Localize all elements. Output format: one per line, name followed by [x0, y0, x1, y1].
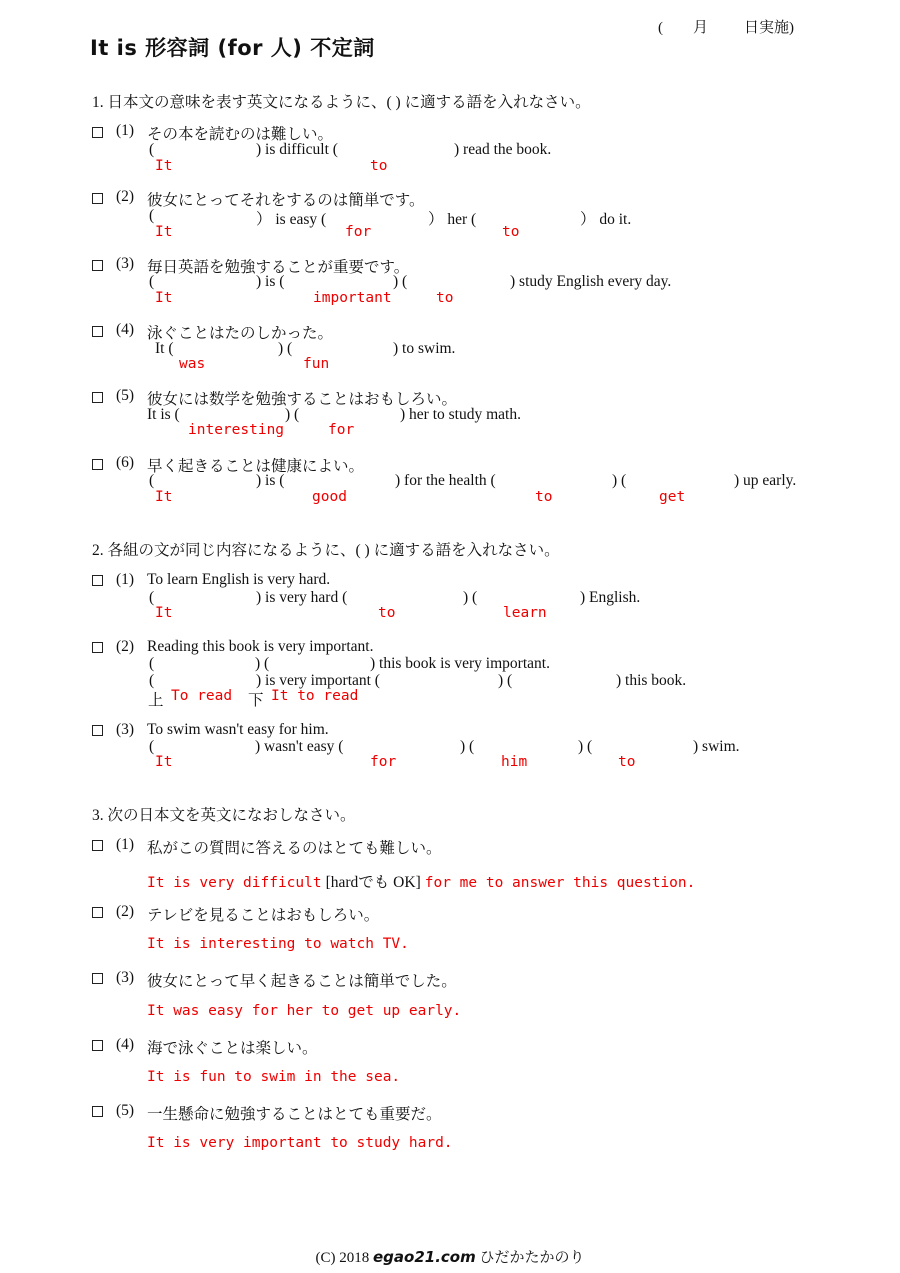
- sentence-part: ) her to study math.: [400, 406, 521, 423]
- footer: [0, 1246, 900, 1267]
- lower-label: 下: [248, 692, 264, 709]
- checkbox[interactable]: [92, 127, 103, 138]
- item-number: (1): [116, 122, 135, 139]
- sentence-part: ) up early.: [734, 472, 797, 489]
- sentence-part: ) is (: [256, 273, 285, 290]
- checkbox[interactable]: [92, 642, 103, 653]
- checkbox[interactable]: [92, 392, 103, 403]
- answer: to: [378, 605, 396, 621]
- answer: get: [659, 489, 686, 505]
- answer-note: [hardでも OK]: [325, 874, 421, 891]
- answer: him: [501, 754, 528, 770]
- answer: for me to answer this question.: [424, 875, 696, 891]
- answer: It: [155, 489, 173, 505]
- item-number: (1): [116, 571, 135, 588]
- item-number: (2): [116, 903, 135, 920]
- sentence-part: ) (: [255, 655, 270, 672]
- answer: It is fun to swim in the sea.: [147, 1069, 401, 1085]
- section1-instruction: 1. 日本文の意味を表す英文になるように、( ) に適する語を入れなさい。: [92, 94, 591, 111]
- english-prompt: Reading this book is very important.: [147, 638, 374, 655]
- answer: It: [155, 605, 173, 621]
- answer: It is very important to study hard.: [147, 1135, 453, 1151]
- sentence-part: ） her (: [428, 211, 477, 228]
- sentence-part: ) to swim.: [393, 340, 456, 357]
- answer: for: [328, 422, 355, 438]
- sentence-part: ) study English every day.: [510, 273, 672, 290]
- sentence-part: ) (: [612, 472, 627, 489]
- english-prompt: To learn English is very hard.: [147, 571, 331, 588]
- sentence-part: ) this book is very important.: [370, 655, 550, 672]
- checkbox[interactable]: [92, 326, 103, 337]
- answer: fun: [303, 356, 330, 372]
- item-number: (6): [116, 454, 135, 471]
- page-title: It is 形容詞 (for 人) 不定詞: [90, 36, 375, 60]
- japanese-sentence: 彼女にとってそれをするのは簡単です。: [147, 192, 425, 209]
- sentence-part: ） do it.: [580, 211, 632, 228]
- answer: to: [370, 158, 388, 174]
- blank-open: (: [149, 141, 155, 158]
- author: ひだかたかのり: [479, 1250, 585, 1266]
- item-number: (5): [116, 1102, 135, 1119]
- sentence-part: ) (: [393, 273, 408, 290]
- item-number: (5): [116, 387, 135, 404]
- checkbox[interactable]: [92, 1040, 103, 1051]
- section2-instruction: 2. 各組の文が同じ内容になるように、( ) に適する語を入れなさい。: [92, 542, 560, 559]
- japanese-sentence: 彼女にとって早く起きることは簡単でした。: [147, 973, 457, 990]
- checkbox[interactable]: [92, 840, 103, 851]
- checkbox[interactable]: [92, 1106, 103, 1117]
- answer: for: [345, 224, 372, 240]
- sentence-part: ) (: [578, 738, 593, 755]
- checkbox[interactable]: [92, 193, 103, 204]
- sentence-part: ) is (: [256, 472, 285, 489]
- sentence-part: ) (: [285, 406, 300, 423]
- item-number: (4): [116, 1036, 135, 1053]
- item-number: (1): [116, 836, 135, 853]
- answer: to: [436, 290, 454, 306]
- sentence-part: ) is difficult (: [256, 141, 338, 158]
- blank-open: (: [149, 655, 155, 672]
- blank-open: (: [149, 273, 155, 290]
- blank-open: (: [149, 472, 155, 489]
- answer: to: [502, 224, 520, 240]
- sentence-part: ） is easy (: [256, 211, 327, 228]
- sentence-part: ) is very hard (: [256, 589, 348, 606]
- sentence-part: ) swim.: [693, 738, 740, 755]
- japanese-sentence: 毎日英語を勉強することが重要です。: [147, 259, 410, 276]
- answer: important: [313, 290, 392, 306]
- sentence-part: ) (: [463, 589, 478, 606]
- answer: It is interesting to watch TV.: [147, 936, 409, 952]
- answer: learn: [503, 605, 547, 621]
- sentence-part: ) wasn't easy (: [255, 738, 344, 755]
- item-number: (2): [116, 188, 135, 205]
- site-name: egao21.com: [372, 1248, 476, 1266]
- item-number: (3): [116, 255, 135, 272]
- sentence-part: ) is very important (: [256, 672, 380, 689]
- answer: To read: [171, 688, 233, 704]
- sentence-part: ) (: [460, 738, 475, 755]
- checkbox[interactable]: [92, 459, 103, 470]
- sentence-part: ) for the health (: [395, 472, 496, 489]
- copyright: (C) 2018: [315, 1250, 370, 1266]
- checkbox[interactable]: [92, 973, 103, 984]
- date-field: ( 月 日実施): [658, 20, 795, 36]
- answer: It: [155, 754, 173, 770]
- answer: was: [179, 356, 206, 372]
- item-number: (3): [116, 721, 135, 738]
- blank-open: (: [149, 738, 155, 755]
- checkbox[interactable]: [92, 575, 103, 586]
- answer: for: [370, 754, 397, 770]
- section3-instruction: 3. 次の日本文を英文になおしなさい。: [92, 807, 356, 824]
- checkbox[interactable]: [92, 907, 103, 918]
- answer: interesting: [188, 422, 285, 438]
- sentence-part: It (: [155, 340, 174, 357]
- answer: to: [618, 754, 636, 770]
- answer: It was easy for her to get up early.: [147, 1003, 462, 1019]
- blank-open: (: [149, 672, 155, 689]
- blank-open: (: [149, 589, 155, 606]
- upper-label: 上: [148, 692, 164, 709]
- japanese-sentence: 海で泳ぐことは楽しい。: [147, 1040, 318, 1057]
- answer: It: [155, 224, 173, 240]
- answer-line: [147, 870, 695, 892]
- sentence-part: ) English.: [580, 589, 641, 606]
- japanese-sentence: 私がこの質問に答えるのはとても難しい。: [147, 840, 442, 857]
- answer: It is very difficult: [147, 875, 322, 891]
- japanese-sentence: 彼女には数学を勉強することはおもしろい。: [147, 391, 458, 408]
- sentence-part: ) this book.: [616, 672, 687, 689]
- checkbox[interactable]: [92, 260, 103, 271]
- blank-open: (: [149, 207, 155, 224]
- answer: It to read: [271, 688, 359, 704]
- japanese-sentence: テレビを見ることはおもしろい。: [147, 907, 380, 924]
- answer: good: [312, 489, 347, 505]
- japanese-sentence: 一生懸命に勉強することはとても重要だ。: [147, 1106, 442, 1123]
- japanese-sentence: 泳ぐことはたのしかった。: [147, 325, 334, 342]
- sentence-part: It is (: [147, 406, 180, 423]
- answer: to: [535, 489, 553, 505]
- checkbox[interactable]: [92, 725, 103, 736]
- answer: It: [155, 158, 173, 174]
- sentence-part: ) (: [278, 340, 293, 357]
- japanese-sentence: 早く起きることは健康によい。: [147, 458, 365, 475]
- item-number: (4): [116, 321, 135, 338]
- answer: It: [155, 290, 173, 306]
- item-number: (3): [116, 969, 135, 986]
- sentence-part: ) (: [498, 672, 513, 689]
- japanese-sentence: その本を読むのは難しい。: [147, 126, 334, 143]
- sentence-part: ) read the book.: [454, 141, 552, 158]
- item-number: (2): [116, 638, 135, 655]
- english-prompt: To swim wasn't easy for him.: [147, 721, 329, 738]
